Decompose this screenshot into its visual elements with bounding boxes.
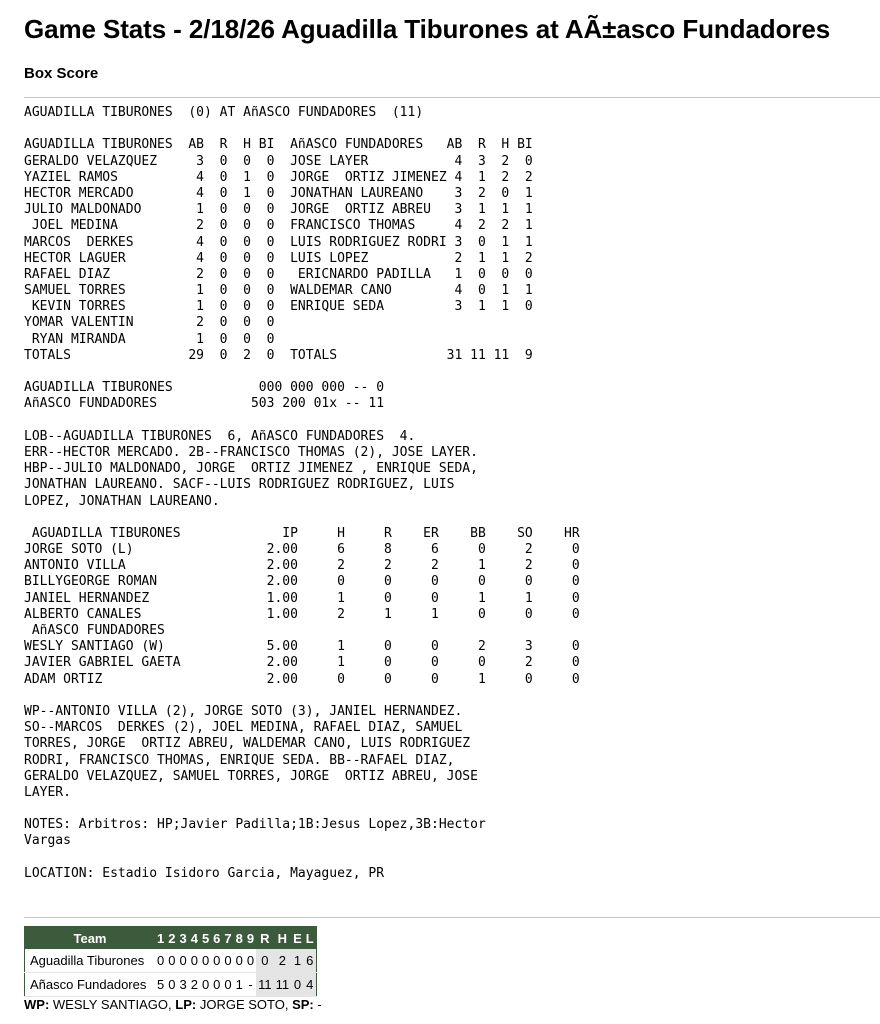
linescore-header-inning: 3 — [177, 927, 188, 950]
box-score-line: HECTOR MERCADO 4 0 1 0 JONATHAN LAUREANO 3 2 0 1 — [24, 185, 533, 201]
linescore-inning-cell: 0 — [166, 973, 177, 997]
linescore-team-name: Añasco Fundadores — [25, 973, 156, 997]
linescore-row — [25, 973, 317, 997]
page-title: Game Stats - 2/18/26 Aguadilla Tiburones at AÃ±asco Fundadores — [24, 14, 831, 44]
box-score-line: AñASCO FUNDADORES — [24, 623, 165, 638]
linescore-header-row — [25, 927, 317, 950]
box-score-line: YOMAR VALENTIN 2 0 0 0 — [24, 315, 275, 331]
box-score-line — [24, 121, 580, 137]
box-score-line: AGUADILLA TIBURONES 000 000 000 -- 0 — [24, 380, 385, 396]
linescore-inning-cell: 0 — [211, 973, 222, 997]
box-score-line — [24, 413, 580, 429]
box-score-line: AGUADILLA TIBURONES IP H R ER BB SO HR — [24, 525, 580, 541]
box-score-line: SO--MARCOS DERKES (2), JOEL MEDINA, RAFAEL DIAZ, SAMUEL — [24, 720, 463, 736]
divider-top — [24, 97, 880, 98]
box-score-line: WP--ANTONIO VILLA (2), JORGE SOTO (3), JANIEL HERNANDEZ. — [24, 703, 463, 719]
box-score-line: NOTES: Arbitros: HP;Javier Padilla;1B:Jesus Lopez,3B:Hector — [24, 817, 486, 833]
box-score-line: ALBERTO CANALES 1.00 2 1 1 0 0 0 — [24, 606, 580, 622]
linescore-inning-cell: 2 — [189, 973, 200, 997]
winning-pitcher: WESLY SANTIAGO, — [52, 997, 172, 1012]
box-score-line: AGUADILLA TIBURONES AB R H BI AñASCO FUNDADORES AB R H BI — [24, 137, 533, 153]
linescore-hits: 2 — [274, 949, 292, 973]
sp-label: SP: — [292, 997, 314, 1012]
box-score-line — [24, 510, 580, 526]
linescore-inning-cell: 5 — [155, 973, 166, 997]
save-pitcher: - — [317, 997, 322, 1012]
linescore-runs: 0 — [256, 949, 274, 973]
box-score-line: GERALDO VELAZQUEZ 3 0 0 0 JOSE LAYER 4 3 2 0 — [24, 153, 533, 169]
linescore-header-inning: 5 — [200, 927, 211, 950]
box-score-line: LOCATION: Estadio Isidoro Garcia, Mayaguez, PR — [24, 865, 385, 881]
box-score-line: KEVIN TORRES 1 0 0 0 ENRIQUE SEDA 3 1 1 0 — [24, 299, 533, 315]
box-score-line: ERR--HECTOR MERCADO. 2B--FRANCISCO THOMAS (2), JOSE LAYER. — [24, 444, 478, 460]
box-score-line: JULIO MALDONADO 1 0 0 0 JORGE ORTIZ ABREU 3 1 1 1 — [24, 202, 533, 218]
box-score-line: JONATHAN LAUREANO. SACF--LUIS RODRIGUEZ RODRIGUEZ, LUIS — [24, 477, 455, 493]
linescore-inning-cell: 0 — [166, 949, 177, 973]
box-score-line: AñASCO FUNDADORES 503 200 01x -- 11 — [24, 396, 385, 412]
linescore-inning-cell: 3 — [177, 973, 188, 997]
linescore-errors: 1 — [291, 949, 304, 973]
box-score-line: JORGE SOTO (L) 2.00 6 8 6 0 2 0 — [24, 542, 580, 558]
linescore-header-inning: 7 — [222, 927, 233, 950]
box-score-line: JANIEL HERNANDEZ 1.00 1 0 0 1 1 0 — [24, 590, 580, 606]
box-score-line: ANTONIO VILLA 2.00 2 2 2 1 2 0 — [24, 558, 580, 574]
linescore-lob: 4 — [304, 973, 316, 997]
box-score-line: Vargas — [24, 833, 71, 849]
linescore-inning-cell: 0 — [200, 973, 211, 997]
linescore-header-errors: E — [291, 927, 304, 950]
pitcher-decisions — [24, 997, 322, 1012]
linescore-header-inning: 4 — [189, 927, 200, 950]
box-score-line: JOEL MEDINA 2 0 0 0 FRANCISCO THOMAS 4 2 2 1 — [24, 218, 533, 234]
linescore-inning-cell: 0 — [222, 949, 233, 973]
linescore-inning-cell: 0 — [234, 949, 245, 973]
box-score-text — [24, 105, 580, 882]
linescore-header-inning: 2 — [166, 927, 177, 950]
box-score-heading: Box Score — [24, 65, 99, 82]
linescore-header-inning: 6 — [211, 927, 222, 950]
box-score-line: GERALDO VELAZQUEZ, SAMUEL TORRES, JORGE ORTIZ ABREU, JOSE — [24, 768, 478, 784]
box-score-line: LOB--AGUADILLA TIBURONES 6, AñASCO FUNDADORES 4. — [24, 428, 416, 444]
linescore-inning-cell: 0 — [189, 949, 200, 973]
linescore-inning-cell: - — [245, 973, 256, 997]
linescore-header-team: Team — [25, 927, 156, 950]
box-score-line: TOTALS 29 0 2 0 TOTALS 31 11 11 9 — [24, 347, 533, 363]
linescore-errors: 0 — [291, 973, 304, 997]
box-score-line: BILLYGEORGE ROMAN 2.00 0 0 0 0 0 0 — [24, 574, 580, 590]
linescore-inning-cell: 0 — [222, 973, 233, 997]
linescore-hits: 11 — [274, 973, 292, 997]
box-score-line: LAYER. — [24, 784, 71, 800]
box-score-line — [24, 688, 580, 704]
linescore-header-inning: 8 — [234, 927, 245, 950]
box-score-line: RYAN MIRANDA 1 0 0 0 — [24, 331, 275, 347]
divider-bottom — [24, 917, 880, 918]
linescore-inning-cell: 0 — [211, 949, 222, 973]
wp-label: WP: — [24, 997, 50, 1012]
box-score-line: RAFAEL DIAZ 2 0 0 0 ERICNARDO PADILLA 1 0 0 0 — [24, 266, 533, 282]
linescore-header-runs: R — [256, 927, 274, 950]
linescore-row — [25, 949, 317, 973]
linescore-team-name: Aguadilla Tiburones — [25, 949, 156, 973]
linescore-header-inning: 1 — [155, 927, 166, 950]
box-score-line: HECTOR LAGUER 4 0 0 0 LUIS LOPEZ 2 1 1 2 — [24, 250, 533, 266]
linescore-inning-cell: 0 — [200, 949, 211, 973]
box-score-line: SAMUEL TORRES 1 0 0 0 WALDEMAR CANO 4 0 1 1 — [24, 283, 533, 299]
linescore-header-inning: 9 — [245, 927, 256, 950]
linescore-table — [24, 926, 317, 997]
linescore-inning-cell: 1 — [234, 973, 245, 997]
box-score-line: JAVIER GABRIEL GAETA 2.00 1 0 0 0 2 0 — [24, 655, 580, 671]
box-score-line: TORRES, JORGE ORTIZ ABREU, WALDEMAR CANO, LUIS RODRIGUEZ — [24, 736, 471, 752]
box-score-line: AGUADILLA TIBURONES (0) AT AñASCO FUNDADORES (11) — [24, 105, 424, 120]
linescore-header-lob: L — [304, 927, 316, 950]
lp-label: LP: — [175, 997, 197, 1012]
box-score-line — [24, 801, 580, 817]
linescore-inning-cell: 0 — [177, 949, 188, 973]
linescore-runs: 11 — [256, 973, 274, 997]
box-score-line: YAZIEL RAMOS 4 0 1 0 JORGE ORTIZ JIMENEZ 4 1 2 2 — [24, 169, 533, 185]
linescore-inning-cell: 0 — [155, 949, 166, 973]
box-score-line: WESLY SANTIAGO (W) 5.00 1 0 0 2 3 0 — [24, 639, 580, 655]
box-score-line: ADAM ORTIZ 2.00 0 0 0 1 0 0 — [24, 671, 580, 687]
losing-pitcher: JORGE SOTO, — [199, 997, 289, 1012]
box-score-line: RODRI, FRANCISCO THOMAS, ENRIQUE SEDA. BB--RAFAEL DIAZ, — [24, 752, 455, 768]
linescore-header-hits: H — [274, 927, 292, 950]
box-score-line: MARCOS DERKES 4 0 0 0 LUIS RODRIGUEZ RODRI 3 0 1 1 — [24, 234, 533, 250]
linescore-inning-cell: 0 — [245, 949, 256, 973]
box-score-line — [24, 364, 580, 380]
box-score-line: LOPEZ, JONATHAN LAUREANO. — [24, 493, 220, 509]
box-score-line: HBP--JULIO MALDONADO, JORGE ORTIZ JIMENEZ , ENRIQUE SEDA, — [24, 461, 478, 477]
linescore-lob: 6 — [304, 949, 316, 973]
box-score-line — [24, 850, 580, 866]
